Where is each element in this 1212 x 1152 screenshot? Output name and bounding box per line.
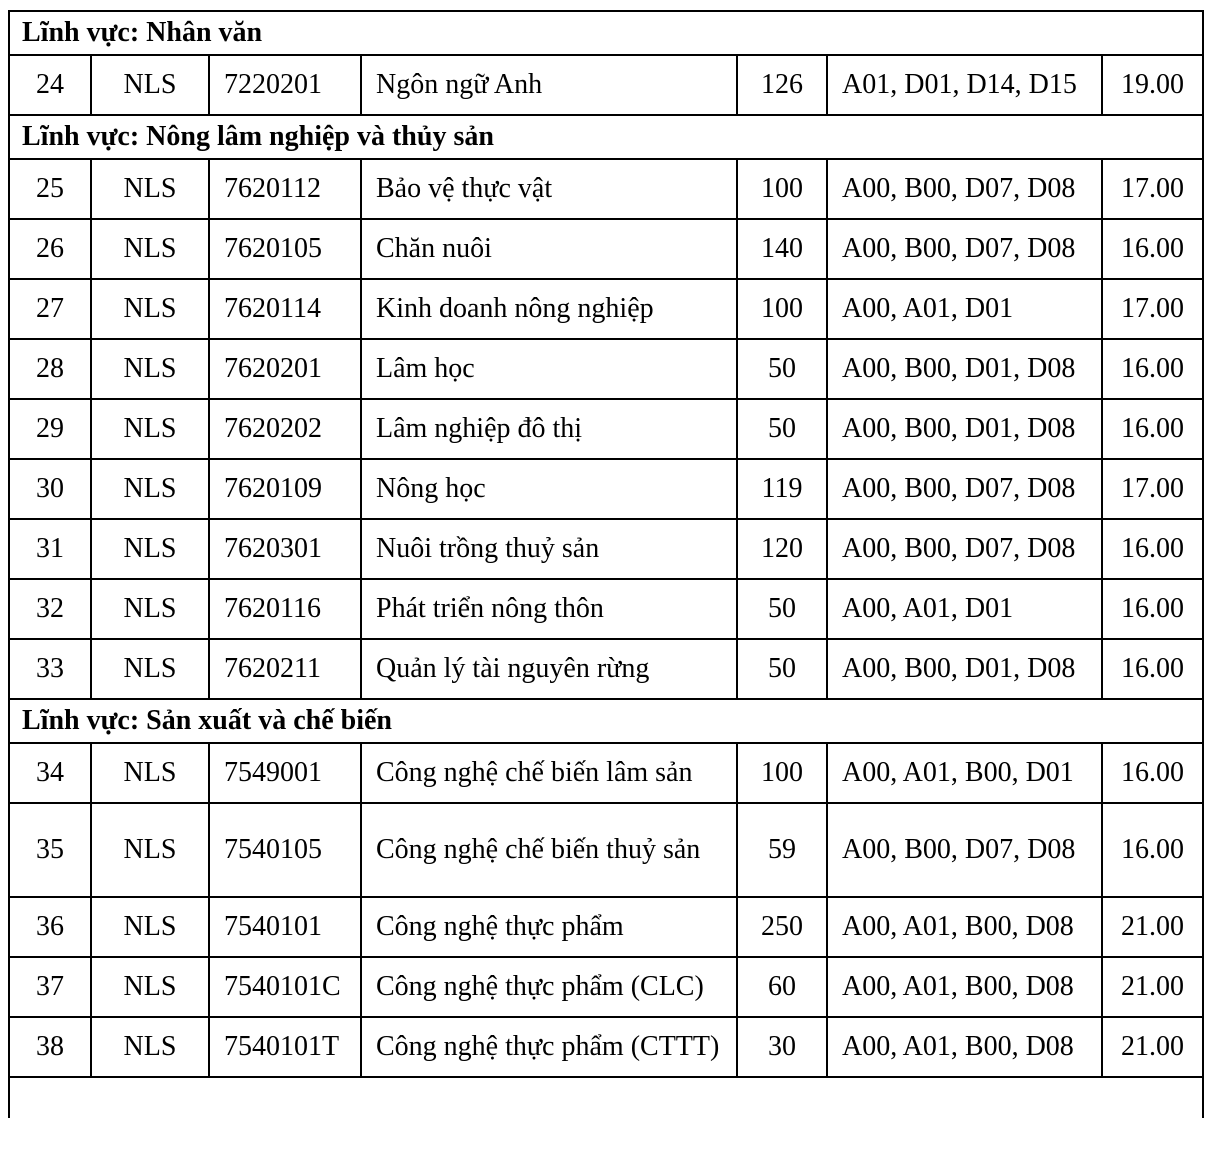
table-row: [9, 279, 1203, 339]
quota-cell: 126: [737, 55, 827, 115]
quota-cell: 140: [737, 219, 827, 279]
table-row: [9, 897, 1203, 957]
subject-combos-cell: A00, B00, D01, D08: [827, 639, 1102, 699]
subject-combos-cell: A00, A01, B00, D01: [827, 743, 1102, 803]
admissions-table: [8, 10, 1204, 1118]
school-code-cell: NLS: [91, 957, 209, 1017]
subject-combos-cell: A00, A01, D01: [827, 279, 1102, 339]
school-code-cell: NLS: [91, 803, 209, 897]
quota-cell: 50: [737, 639, 827, 699]
quota-cell: 100: [737, 279, 827, 339]
major-code-cell: 7620116: [209, 579, 361, 639]
subject-combos-cell: A00, B00, D01, D08: [827, 399, 1102, 459]
major-name-cell: Lâm nghiệp đô thị: [361, 399, 737, 459]
school-code-cell: NLS: [91, 639, 209, 699]
cutoff-score-cell: 16.00: [1102, 803, 1203, 897]
table-row: [9, 743, 1203, 803]
quota-cell: 50: [737, 339, 827, 399]
subject-combos-cell: A00, A01, B00, D08: [827, 897, 1102, 957]
table-row: [9, 579, 1203, 639]
table-row: [9, 803, 1203, 897]
school-code-cell: NLS: [91, 399, 209, 459]
table-row: [9, 219, 1203, 279]
cutoff-score-cell: 21.00: [1102, 957, 1203, 1017]
quota-cell: 60: [737, 957, 827, 1017]
row-number-cell: 32: [9, 579, 91, 639]
row-number-cell: 28: [9, 339, 91, 399]
major-name-cell: Quản lý tài nguyên rừng: [361, 639, 737, 699]
cutoff-score-cell: 16.00: [1102, 339, 1203, 399]
section-header-row: [9, 115, 1203, 159]
major-code-cell: 7540105: [209, 803, 361, 897]
major-code-cell: 7620112: [209, 159, 361, 219]
quota-cell: 250: [737, 897, 827, 957]
section-title: Lĩnh vực: Nhân văn: [9, 11, 1203, 55]
quota-cell: 50: [737, 399, 827, 459]
school-code-cell: NLS: [91, 897, 209, 957]
subject-combos-cell: A00, B00, D07, D08: [827, 459, 1102, 519]
table-row: [9, 1017, 1203, 1077]
section-header-row: [9, 11, 1203, 55]
cutoff-score-cell: 16.00: [1102, 219, 1203, 279]
table-row: [9, 639, 1203, 699]
subject-combos-cell: A00, B00, D07, D08: [827, 519, 1102, 579]
table-row: [9, 55, 1203, 115]
major-code-cell: 7620114: [209, 279, 361, 339]
cutoff-score-cell: 17.00: [1102, 279, 1203, 339]
row-number-cell: 33: [9, 639, 91, 699]
row-number-cell: 35: [9, 803, 91, 897]
table-body: [9, 11, 1203, 1118]
subject-combos-cell: A01, D01, D14, D15: [827, 55, 1102, 115]
major-code-cell: 7620202: [209, 399, 361, 459]
continuation-cell: [9, 1077, 1203, 1118]
school-code-cell: NLS: [91, 579, 209, 639]
quota-cell: 120: [737, 519, 827, 579]
quota-cell: 30: [737, 1017, 827, 1077]
major-name-cell: Công nghệ thực phẩm: [361, 897, 737, 957]
subject-combos-cell: A00, A01, B00, D08: [827, 1017, 1102, 1077]
cutoff-score-cell: 21.00: [1102, 897, 1203, 957]
table-row: [9, 339, 1203, 399]
major-code-cell: 7549001: [209, 743, 361, 803]
school-code-cell: NLS: [91, 519, 209, 579]
table-row: [9, 159, 1203, 219]
major-code-cell: 7620105: [209, 219, 361, 279]
cutoff-score-cell: 17.00: [1102, 159, 1203, 219]
school-code-cell: NLS: [91, 1017, 209, 1077]
major-name-cell: Lâm học: [361, 339, 737, 399]
subject-combos-cell: A00, B00, D07, D08: [827, 803, 1102, 897]
major-name-cell: Công nghệ chế biến thuỷ sản: [361, 803, 737, 897]
row-number-cell: 26: [9, 219, 91, 279]
major-name-cell: Ngôn ngữ Anh: [361, 55, 737, 115]
major-name-cell: Công nghệ chế biến lâm sản: [361, 743, 737, 803]
table-row: [9, 957, 1203, 1017]
row-number-cell: 27: [9, 279, 91, 339]
school-code-cell: NLS: [91, 339, 209, 399]
major-code-cell: 7620211: [209, 639, 361, 699]
section-title: Lĩnh vực: Sản xuất và chế biến: [9, 699, 1203, 743]
cutoff-score-cell: 16.00: [1102, 399, 1203, 459]
cutoff-score-cell: 17.00: [1102, 459, 1203, 519]
quota-cell: 50: [737, 579, 827, 639]
row-number-cell: 25: [9, 159, 91, 219]
major-code-cell: 7220201: [209, 55, 361, 115]
quota-cell: 100: [737, 159, 827, 219]
school-code-cell: NLS: [91, 55, 209, 115]
section-title: Lĩnh vực: Nông lâm nghiệp và thủy sản: [9, 115, 1203, 159]
section-header-row: [9, 699, 1203, 743]
cutoff-score-cell: 16.00: [1102, 743, 1203, 803]
major-code-cell: 7620109: [209, 459, 361, 519]
school-code-cell: NLS: [91, 279, 209, 339]
row-number-cell: 30: [9, 459, 91, 519]
subject-combos-cell: A00, B00, D07, D08: [827, 159, 1102, 219]
row-number-cell: 29: [9, 399, 91, 459]
major-code-cell: 7540101C: [209, 957, 361, 1017]
table-continuation-row: [9, 1077, 1203, 1118]
major-name-cell: Nông học: [361, 459, 737, 519]
major-name-cell: Công nghệ thực phẩm (CTTT): [361, 1017, 737, 1077]
table-row: [9, 459, 1203, 519]
row-number-cell: 31: [9, 519, 91, 579]
subject-combos-cell: A00, A01, D01: [827, 579, 1102, 639]
major-name-cell: Phát triển nông thôn: [361, 579, 737, 639]
school-code-cell: NLS: [91, 459, 209, 519]
table-row: [9, 399, 1203, 459]
cutoff-score-cell: 16.00: [1102, 519, 1203, 579]
cutoff-score-cell: 16.00: [1102, 639, 1203, 699]
row-number-cell: 36: [9, 897, 91, 957]
major-name-cell: Nuôi trồng thuỷ sản: [361, 519, 737, 579]
major-name-cell: Kinh doanh nông nghiệp: [361, 279, 737, 339]
table-row: [9, 519, 1203, 579]
quota-cell: 59: [737, 803, 827, 897]
school-code-cell: NLS: [91, 743, 209, 803]
subject-combos-cell: A00, B00, D01, D08: [827, 339, 1102, 399]
major-code-cell: 7620301: [209, 519, 361, 579]
major-code-cell: 7540101: [209, 897, 361, 957]
row-number-cell: 34: [9, 743, 91, 803]
school-code-cell: NLS: [91, 219, 209, 279]
row-number-cell: 24: [9, 55, 91, 115]
cutoff-score-cell: 16.00: [1102, 579, 1203, 639]
row-number-cell: 37: [9, 957, 91, 1017]
major-name-cell: Chăn nuôi: [361, 219, 737, 279]
row-number-cell: 38: [9, 1017, 91, 1077]
major-name-cell: Bảo vệ thực vật: [361, 159, 737, 219]
subject-combos-cell: A00, B00, D07, D08: [827, 219, 1102, 279]
major-name-cell: Công nghệ thực phẩm (CLC): [361, 957, 737, 1017]
cutoff-score-cell: 21.00: [1102, 1017, 1203, 1077]
quota-cell: 119: [737, 459, 827, 519]
major-code-cell: 7620201: [209, 339, 361, 399]
school-code-cell: NLS: [91, 159, 209, 219]
subject-combos-cell: A00, A01, B00, D08: [827, 957, 1102, 1017]
quota-cell: 100: [737, 743, 827, 803]
major-code-cell: 7540101T: [209, 1017, 361, 1077]
cutoff-score-cell: 19.00: [1102, 55, 1203, 115]
